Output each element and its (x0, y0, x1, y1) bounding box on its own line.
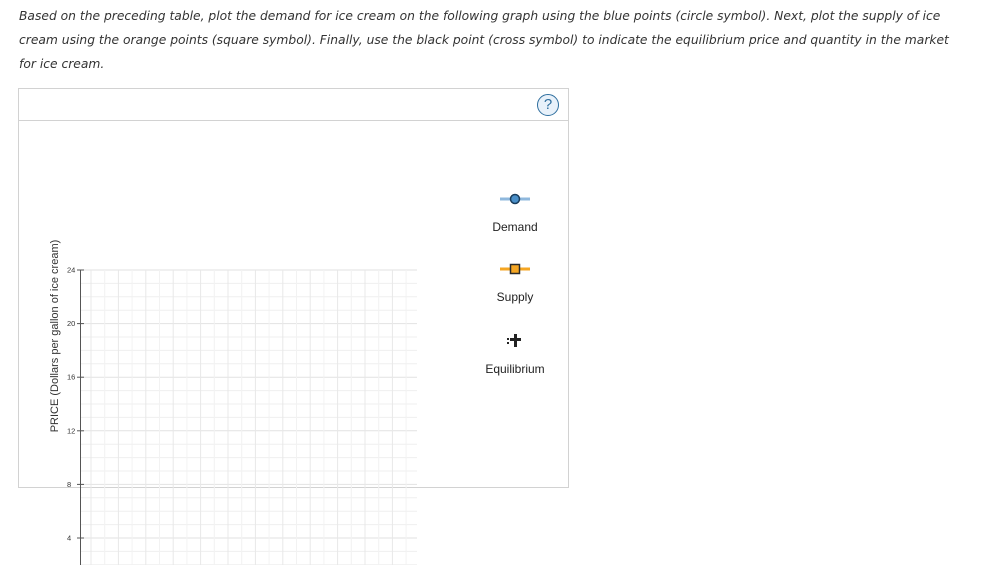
y-tick-label: 24 (67, 265, 76, 275)
help-button[interactable]: ? (537, 94, 559, 116)
grid (81, 270, 418, 565)
graph-panel-header (19, 89, 568, 121)
graph-panel (18, 88, 569, 543)
equilibrium-tool[interactable] (484, 333, 546, 376)
supply-tool-label: Supply (496, 290, 534, 304)
y-axis-title: PRICE (Dollars per gallon of ice cream) (49, 239, 61, 433)
circle-point-icon (500, 193, 530, 205)
instruction-line-1: Based on the preceding table, plot the demand for ice cream on the following graph using the blue points (circle symbol). Next, plot the supply of ice (19, 9, 941, 23)
instructions (19, 4, 959, 76)
instruction-line-2: cream using the orange points (square symbol). Finally, use the black point (cross symbol) to indicate the equilibrium price and quantity in the market (19, 33, 949, 47)
demand-tool[interactable] (484, 193, 546, 234)
supply-tool[interactable] (484, 263, 546, 304)
y-tick-label: 20 (67, 319, 76, 329)
demand-tool-label: Demand (492, 220, 538, 234)
y-tick-label: 12 (67, 426, 76, 436)
y-tick-label: 4 (67, 533, 72, 543)
y-tick-label: 8 (67, 479, 72, 489)
instruction-line-3: for ice cream. (19, 57, 105, 71)
graph-plot-area[interactable] (67, 265, 417, 565)
square-point-icon (500, 263, 530, 275)
equilibrium-tool-label: Equilibrium (485, 362, 545, 376)
y-tick-label: 16 (67, 372, 76, 382)
cross-point-icon (500, 333, 530, 347)
